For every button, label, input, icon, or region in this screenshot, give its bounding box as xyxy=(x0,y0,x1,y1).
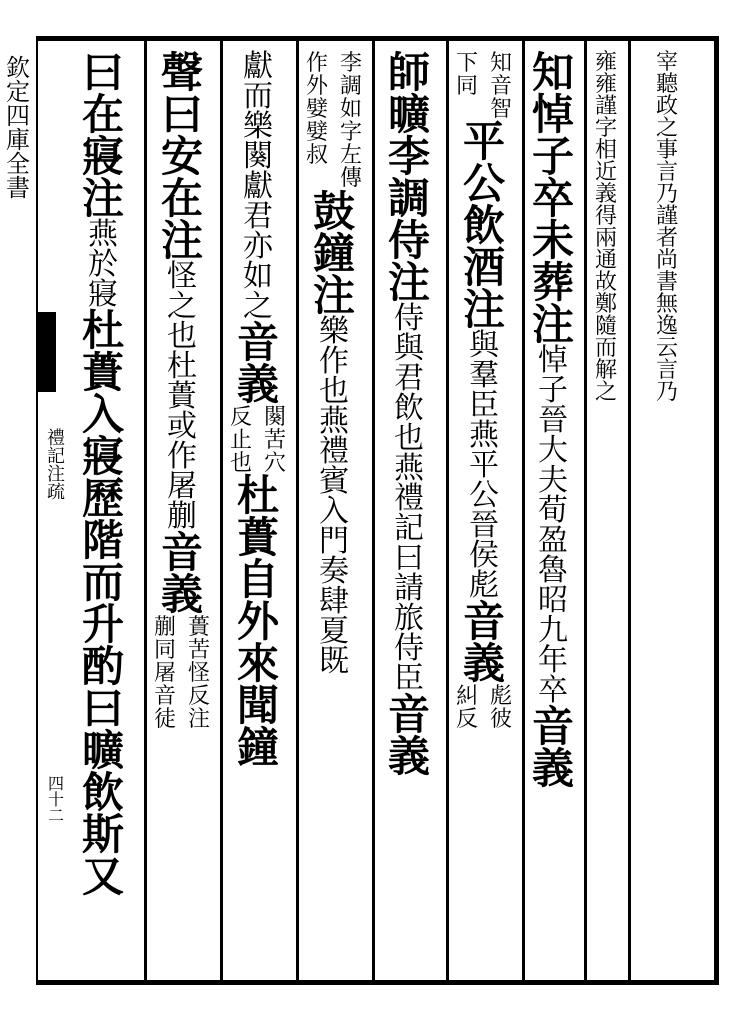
annotation-char: 如 xyxy=(340,97,363,123)
commentary-char: 侍 xyxy=(394,301,424,336)
main-text-char: 來 xyxy=(236,639,279,689)
commentary-char: 年 xyxy=(538,643,568,678)
text-column xyxy=(584,52,628,404)
main-text-char: 聞 xyxy=(236,681,279,731)
main-text-char: 在 xyxy=(81,90,124,139)
commentary-char: 羣 xyxy=(469,358,499,394)
small-text-char: 尚 xyxy=(655,248,678,273)
main-text-char: 曰 xyxy=(160,90,203,139)
small-text-char: 雍 xyxy=(594,72,617,97)
annotation-char: 反 xyxy=(455,707,478,733)
commentary-char: 與 xyxy=(394,331,424,366)
main-text-char: 聲 xyxy=(160,48,203,97)
commentary-char: 請 xyxy=(394,571,424,606)
main-text-char: 杜 xyxy=(236,471,279,521)
commentary-char: 晉 xyxy=(538,403,568,438)
commentary-char: 獻 xyxy=(243,169,273,204)
main-text-char: 音 xyxy=(531,702,574,751)
text-column xyxy=(632,52,702,404)
commentary-char: 之 xyxy=(243,289,273,324)
side-book-char: 禮 xyxy=(47,428,65,449)
annotation-right xyxy=(490,685,512,731)
main-text-char: 注 xyxy=(462,285,505,335)
commentary-char: 屠 xyxy=(167,469,197,504)
commentary-char: 晉 xyxy=(469,508,499,544)
commentary-char: 記 xyxy=(394,511,424,546)
main-text-char: 曠 xyxy=(81,726,124,775)
commentary-char: 而 xyxy=(243,79,273,114)
annotation-char: 智 xyxy=(490,97,513,123)
small-text-char: 聽 xyxy=(655,72,678,97)
text-column xyxy=(144,48,220,733)
commentary-char: 杜 xyxy=(167,349,197,384)
small-text-char: 言 xyxy=(655,358,678,383)
main-text-char: 音 xyxy=(236,318,279,367)
small-text-char: 鄭 xyxy=(594,292,617,317)
small-text-char: 故 xyxy=(594,270,617,295)
commentary-char: 盈 xyxy=(538,523,568,558)
commentary-char: 悼 xyxy=(538,343,568,378)
commentary-char: 如 xyxy=(243,259,273,294)
commentary-char: 樂 xyxy=(243,109,273,144)
text-column xyxy=(522,48,584,793)
small-text-char: 而 xyxy=(594,336,617,361)
commentary-char: 之 xyxy=(167,289,197,324)
commentary-char: 大 xyxy=(538,433,568,468)
side-margin xyxy=(0,36,65,985)
side-title-top xyxy=(2,56,34,200)
main-text-char: 注 xyxy=(312,270,355,320)
main-text-char: 知 xyxy=(531,48,574,97)
commentary-char: 燕 xyxy=(469,418,499,454)
annotation-left xyxy=(154,616,176,731)
small-text-char: 宰 xyxy=(655,50,678,75)
commentary-char: 也 xyxy=(394,421,424,456)
commentary-char: 賓 xyxy=(319,463,349,499)
commentary-char: 肆 xyxy=(319,583,349,619)
small-text-char: 乃 xyxy=(655,380,678,405)
commentary-char: 既 xyxy=(319,643,349,679)
small-text-char: 隨 xyxy=(594,314,617,339)
main-text-char: 而 xyxy=(81,558,124,607)
text-column xyxy=(296,52,372,677)
commentary-char: 彪 xyxy=(469,568,499,604)
annotation-right xyxy=(340,52,362,191)
commentary-char: 也 xyxy=(319,373,349,409)
annotation-char: 也 xyxy=(229,451,252,477)
annotation-left xyxy=(306,52,328,191)
annotation-pair xyxy=(230,406,286,475)
side-title-char: 全 xyxy=(6,150,30,178)
text-column xyxy=(62,48,144,901)
commentary-char: 與 xyxy=(469,328,499,364)
small-text-char: 字 xyxy=(594,116,617,141)
annotation-char: 同 xyxy=(455,74,478,100)
commentary-char: 飲 xyxy=(394,391,424,426)
annotation-pair xyxy=(456,52,512,121)
main-text-char: 入 xyxy=(81,390,124,439)
commentary-char: 夫 xyxy=(538,463,568,498)
main-text-char: 安 xyxy=(160,132,203,181)
side-book-char: 疏 xyxy=(47,482,65,503)
commentary-char: 蒯 xyxy=(167,499,197,534)
side-page-char: 二 xyxy=(47,806,64,825)
small-text-char: 無 xyxy=(655,292,678,317)
small-text-char: 通 xyxy=(594,248,617,273)
main-text-char: 注 xyxy=(531,300,574,349)
small-text-char: 事 xyxy=(655,138,678,163)
main-text-char: 曰 xyxy=(81,684,124,733)
commentary-char: 奏 xyxy=(319,553,349,589)
main-text-char: 師 xyxy=(387,48,430,97)
annotation-pair xyxy=(306,52,362,191)
small-text-char: 云 xyxy=(655,336,678,361)
main-text-char: 飲 xyxy=(462,201,505,251)
main-text-char: 外 xyxy=(236,597,279,647)
main-text-char: 注 xyxy=(387,258,430,307)
commentary-char: 侯 xyxy=(469,538,499,574)
text-column xyxy=(220,49,296,773)
commentary-char: 入 xyxy=(319,493,349,529)
annotation-char: 糾 xyxy=(455,684,478,710)
main-text-char: 音 xyxy=(160,528,203,577)
commentary-char: 臣 xyxy=(394,661,424,696)
side-title-char: 欽 xyxy=(6,54,30,82)
annotation-char: 苦 xyxy=(264,428,287,454)
commentary-char: 怪 xyxy=(167,259,197,294)
annotation-char: 知 xyxy=(490,51,513,76)
side-title-char: 書 xyxy=(6,174,30,202)
annotation-char: 屠 xyxy=(153,661,176,687)
annotation-char: 李 xyxy=(340,51,363,76)
small-text-char: 兩 xyxy=(594,226,617,251)
commentary-char: 燕 xyxy=(88,217,118,252)
small-text-char: 政 xyxy=(655,94,678,119)
commentary-char: 子 xyxy=(538,373,568,408)
main-text-char: 又 xyxy=(81,852,124,901)
main-text-char: 調 xyxy=(387,174,430,223)
frame-bottom-border xyxy=(36,980,719,985)
small-text-char: 近 xyxy=(594,160,617,185)
commentary-char: 作 xyxy=(167,439,197,474)
main-text-char: 曰 xyxy=(81,48,124,97)
annotation-char: 止 xyxy=(229,428,252,454)
annotation-char: 同 xyxy=(153,638,176,664)
small-text-char: 得 xyxy=(594,204,617,229)
commentary-char: 禮 xyxy=(319,433,349,469)
commentary-char: 魯 xyxy=(538,553,568,588)
side-title-char: 四 xyxy=(6,102,30,130)
annotation-char: 蒯 xyxy=(153,615,176,640)
annotation-char: 苦 xyxy=(188,638,211,664)
annotation-char: 穴 xyxy=(264,451,287,477)
main-text-char: 義 xyxy=(236,360,279,409)
main-text-char: 注 xyxy=(160,216,203,265)
small-text-char: 雍 xyxy=(594,50,617,75)
small-text-char: 乃 xyxy=(655,182,678,207)
main-text-char: 未 xyxy=(531,216,574,265)
main-text-char: 悼 xyxy=(531,90,574,139)
main-text-char: 鼓 xyxy=(312,186,355,236)
annotation-char: 闋 xyxy=(264,405,287,430)
commentary-char: 闋 xyxy=(243,139,273,174)
annotation-char: 叔 xyxy=(305,143,328,169)
commentary-char: 九 xyxy=(538,613,568,648)
main-text-char: 飲 xyxy=(81,768,124,817)
commentary-char: 門 xyxy=(319,523,349,559)
main-text-char: 義 xyxy=(462,639,505,689)
main-text-char: 注 xyxy=(81,174,124,223)
side-title-char: 庫 xyxy=(6,126,30,154)
frame-top-border xyxy=(36,36,719,41)
annotation-char: 注 xyxy=(188,707,211,733)
annotation-char: 彼 xyxy=(490,707,513,733)
main-text-char: 公 xyxy=(462,159,505,209)
main-text-char: 自 xyxy=(236,555,279,605)
main-text-char: 鐘 xyxy=(236,723,279,773)
annotation-char: 外 xyxy=(305,74,328,100)
main-text-char: 音 xyxy=(387,690,430,739)
annotation-char: 嬖 xyxy=(305,97,328,123)
main-text-char: 子 xyxy=(531,132,574,181)
main-text-char: 寢 xyxy=(81,132,124,181)
small-text-char: 謹 xyxy=(655,204,678,229)
annotation-char: 反 xyxy=(229,405,252,430)
main-text-char: 寢 xyxy=(81,432,124,481)
annotation-char: 下 xyxy=(455,51,478,76)
commentary-char: 卒 xyxy=(538,673,568,708)
commentary-char: 或 xyxy=(167,409,197,444)
commentary-char: 昭 xyxy=(538,583,568,618)
main-text-char: 階 xyxy=(81,516,124,565)
commentary-char: 荀 xyxy=(538,493,568,528)
commentary-char: 夏 xyxy=(319,613,349,649)
commentary-char: 作 xyxy=(319,343,349,379)
annotation-right xyxy=(490,52,512,121)
frame-right-border xyxy=(714,36,719,985)
main-text-char: 杜 xyxy=(81,306,124,355)
small-text-char: 者 xyxy=(655,226,678,251)
main-text-char: 義 xyxy=(387,732,430,781)
annotation-right xyxy=(264,406,286,475)
small-text-char: 書 xyxy=(655,270,678,295)
commentary-char: 禮 xyxy=(394,481,424,516)
commentary-char: 也 xyxy=(167,319,197,354)
annotation-char: 作 xyxy=(305,51,328,76)
main-text-char: 平 xyxy=(462,117,505,167)
annotation-char: 蕢 xyxy=(188,615,211,640)
commentary-char: 燕 xyxy=(394,451,424,486)
text-column xyxy=(372,48,446,781)
commentary-char: 曰 xyxy=(394,541,424,576)
main-text-char: 酒 xyxy=(462,243,505,293)
annotation-char: 音 xyxy=(490,74,513,100)
small-text-char: 謹 xyxy=(594,94,617,119)
main-text-char: 升 xyxy=(81,600,124,649)
annotation-char: 徒 xyxy=(153,707,176,733)
annotation-left xyxy=(230,406,252,475)
text-column xyxy=(446,52,522,731)
main-text-char: 葬 xyxy=(531,258,574,307)
small-text-char: 言 xyxy=(655,160,678,185)
frame-left-border xyxy=(36,36,38,985)
annotation-pair xyxy=(456,685,512,731)
side-book-char: 記 xyxy=(47,446,65,467)
annotation-char: 嬖 xyxy=(305,120,328,146)
small-text-char: 之 xyxy=(594,380,617,405)
annotation-left xyxy=(456,52,478,121)
commentary-char: 於 xyxy=(88,247,118,282)
annotation-left xyxy=(456,685,478,731)
commentary-char: 君 xyxy=(394,361,424,396)
annotation-char: 怪 xyxy=(188,661,211,687)
main-text-char: 在 xyxy=(160,174,203,223)
commentary-char: 臣 xyxy=(469,388,499,424)
main-text-char: 義 xyxy=(531,744,574,793)
fishtail-mark xyxy=(36,312,56,392)
side-book-char: 注 xyxy=(47,464,65,485)
main-text-char: 曠 xyxy=(387,90,430,139)
annotation-char: 彪 xyxy=(490,684,513,710)
main-text-char: 蕢 xyxy=(81,348,124,397)
annotation-char: 傳 xyxy=(340,166,363,192)
side-page-char: 四 xyxy=(47,774,64,793)
main-text-char: 鐘 xyxy=(312,228,355,278)
side-title-char: 定 xyxy=(6,78,30,106)
side-page-char: 十 xyxy=(47,790,64,809)
commentary-char: 旅 xyxy=(394,601,424,636)
main-text-char: 酌 xyxy=(81,642,124,691)
annotation-char: 字 xyxy=(340,120,363,146)
small-text-char: 解 xyxy=(594,358,617,383)
main-text-char: 歷 xyxy=(81,474,124,523)
main-text-char: 卒 xyxy=(531,174,574,223)
commentary-char: 蕢 xyxy=(167,379,197,414)
main-text-char: 義 xyxy=(160,570,203,619)
annotation-char: 左 xyxy=(340,143,363,169)
main-text-char: 蕢 xyxy=(236,513,279,563)
commentary-char: 獻 xyxy=(243,49,273,84)
annotation-char: 反 xyxy=(188,684,211,710)
commentary-char: 燕 xyxy=(319,403,349,439)
commentary-char: 君 xyxy=(243,199,273,234)
annotation-pair xyxy=(154,616,210,731)
commentary-char: 公 xyxy=(469,478,499,514)
commentary-char: 寢 xyxy=(88,277,118,312)
main-text-char: 斯 xyxy=(81,810,124,859)
main-text-char: 侍 xyxy=(387,216,430,265)
small-text-char: 之 xyxy=(655,116,678,141)
annotation-char: 調 xyxy=(340,74,363,100)
small-text-char: 義 xyxy=(594,182,617,207)
annotation-right xyxy=(188,616,210,731)
small-text-char: 逸 xyxy=(655,314,678,339)
small-text-char: 相 xyxy=(594,138,617,163)
commentary-char: 樂 xyxy=(319,313,349,349)
commentary-char: 平 xyxy=(469,448,499,484)
annotation-char: 音 xyxy=(153,684,176,710)
main-text-char: 音 xyxy=(462,597,505,647)
main-text-char: 李 xyxy=(387,132,430,181)
commentary-char: 亦 xyxy=(243,229,273,264)
commentary-char: 侍 xyxy=(394,631,424,666)
column-rule xyxy=(628,41,631,980)
